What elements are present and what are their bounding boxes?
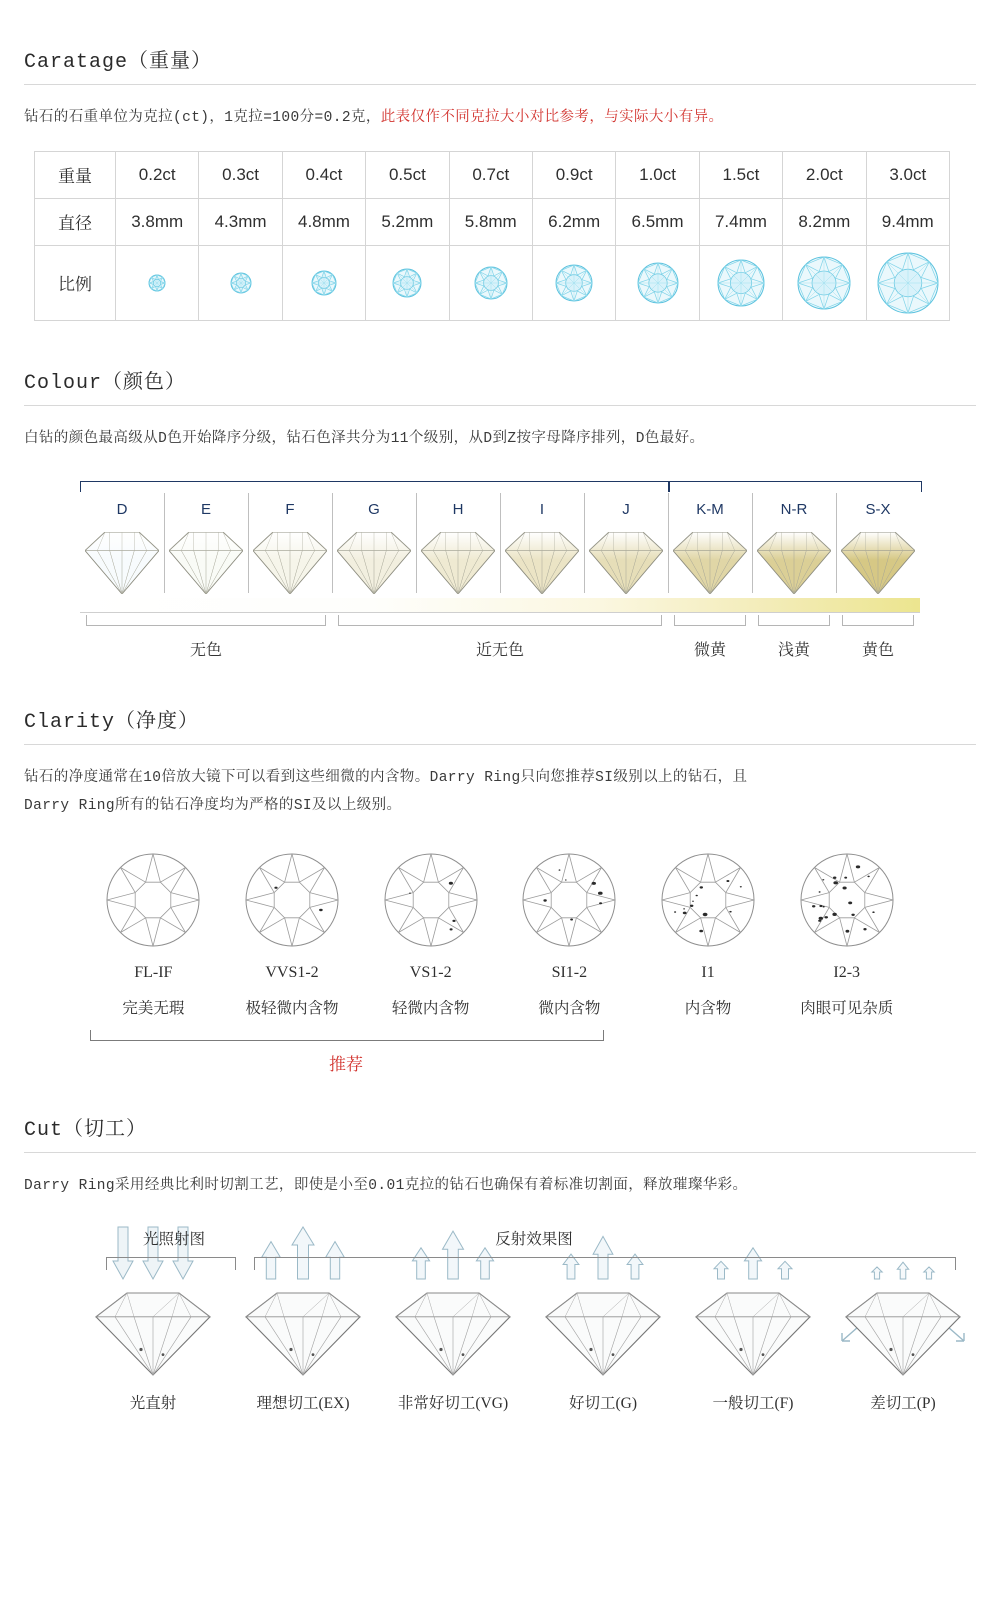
clarity-desc: 轻微内含物 — [391, 1000, 470, 1018]
diamond-side-icon — [416, 522, 500, 594]
colour-grade-label: F — [285, 501, 295, 519]
carat-weight-cell: 2.0ct — [783, 151, 866, 198]
clarity-code: VS1-2 — [409, 964, 452, 982]
clarity-code: I2-3 — [833, 964, 861, 982]
colour-grade-label: K-M — [696, 501, 724, 519]
colour-column-separator — [500, 493, 501, 593]
cut-legend-left: 光照射图 — [142, 1230, 205, 1248]
diamond-icon — [534, 247, 614, 319]
colour-grade-item — [248, 495, 332, 594]
clarity-diamond-icon — [361, 846, 500, 954]
row-header-weight: 重量 — [35, 151, 116, 198]
carat-ratio-cell — [449, 245, 532, 320]
colour-category: 黄色 — [836, 615, 920, 660]
colour-gradient-bar — [80, 598, 920, 613]
diamond-side-icon — [332, 522, 416, 594]
cut-item — [828, 1305, 978, 1413]
section-title-colour: Colour（颜色） — [24, 371, 187, 395]
colour-grade-item — [668, 495, 752, 594]
carat-weight-cell: 1.0ct — [616, 151, 699, 198]
divider-caratage — [24, 84, 976, 85]
diamond-icon — [868, 247, 948, 319]
carat-diameter-cell: 7.4mm — [699, 198, 782, 245]
diamond-side-icon — [248, 522, 332, 594]
carat-ratio-cell — [199, 245, 282, 320]
colour-column-separator — [584, 493, 585, 593]
cut-item — [228, 1305, 378, 1413]
colour-grade-item — [332, 495, 416, 594]
carat-ratio-cell — [532, 245, 615, 320]
caratage-table — [34, 151, 950, 321]
cut-diamond-icon — [678, 1291, 828, 1377]
diamond-icon — [701, 247, 781, 319]
colour-grade-item — [80, 495, 164, 594]
colour-grade-item — [584, 495, 668, 594]
colour-grade-label: D — [116, 501, 128, 519]
carat-ratio-cell — [866, 245, 949, 320]
cut-item — [378, 1305, 528, 1413]
cut-label: 好切工(G) — [568, 1394, 638, 1412]
carat-weight-cell: 0.2ct — [116, 151, 199, 198]
clarity-diamond-icon — [223, 846, 362, 954]
carat-diameter-cell: 4.3mm — [199, 198, 282, 245]
carat-ratio-cell — [699, 245, 782, 320]
diamond-icon — [617, 247, 697, 319]
diamond-side-icon — [80, 522, 164, 594]
caratage-intro-plain: 钻石的石重单位为克拉(ct)，1克拉=100分=0.2克， — [24, 110, 381, 126]
table-row — [35, 198, 950, 245]
colour-column-separator — [164, 493, 165, 593]
clarity-intro-line2: Darry Ring所有的钻石净度均为严格的SI及以上级别。 — [24, 797, 402, 814]
cut-intro: Darry Ring采用经典比利时切割工艺，即使是小至0.01克拉的钻石也确保有着标准切割面，释放璀璨华彩。 — [24, 1178, 748, 1195]
cut-diamond-icon — [228, 1291, 378, 1377]
carat-weight-cell: 0.7ct — [449, 151, 532, 198]
diamond-side-icon — [584, 522, 668, 594]
colour-bracket-tinted — [668, 481, 922, 492]
colour-grade-item — [836, 495, 920, 594]
divider-clarity — [24, 744, 976, 745]
cut-bracket-left — [106, 1257, 236, 1270]
colour-grade-label: H — [452, 501, 464, 519]
diamond-side-icon — [164, 522, 248, 594]
cut-items — [24, 1305, 976, 1413]
colour-category-row — [80, 615, 920, 660]
cut-item — [528, 1305, 678, 1413]
cut-label: 光直射 — [129, 1394, 177, 1412]
clarity-desc: 内含物 — [684, 1000, 732, 1018]
carat-diameter-cell: 5.2mm — [366, 198, 449, 245]
section-caratage — [0, 0, 1000, 321]
carat-weight-cell: 0.5ct — [366, 151, 449, 198]
clarity-item — [223, 846, 362, 1018]
table-row — [35, 245, 950, 320]
caratage-table-wrap — [24, 151, 976, 321]
cut-item — [78, 1305, 228, 1413]
cut-diamond-icon — [78, 1291, 228, 1377]
colour-grade-label: J — [622, 501, 630, 519]
clarity-recommend — [84, 1024, 916, 1082]
colour-grade-item — [500, 495, 584, 594]
colour-category: 微黄 — [668, 615, 752, 660]
carat-diameter-cell: 4.8mm — [282, 198, 365, 245]
colour-grade-label: E — [200, 501, 211, 519]
carat-diameter-cell: 3.8mm — [116, 198, 199, 245]
clarity-code: SI1-2 — [551, 964, 588, 982]
colour-category: 近无色 — [332, 615, 668, 660]
colour-column-separator — [836, 493, 837, 593]
clarity-item — [84, 846, 223, 1018]
colour-intro: 白钻的颜色最高级从D色开始降序分级，钻石色泽共分为11个级别，从D到Z按字母降序排列，D色最好。 — [24, 430, 705, 447]
clarity-desc: 极轻微内含物 — [245, 1000, 339, 1018]
carat-diameter-cell: 6.5mm — [616, 198, 699, 245]
diamond-side-icon — [668, 522, 752, 594]
section-title-caratage: Caratage（重量） — [24, 51, 213, 74]
section-title-cut: Cut（切工） — [24, 1119, 148, 1143]
carat-weight-cell: 1.5ct — [699, 151, 782, 198]
recommend-bracket — [90, 1030, 604, 1041]
colour-category: 无色 — [80, 615, 332, 660]
carat-diameter-cell: 5.8mm — [449, 198, 532, 245]
colour-grade-label: G — [368, 501, 380, 519]
colour-grade-label: N-R — [780, 501, 808, 519]
table-row — [35, 151, 950, 198]
clarity-item — [500, 846, 639, 1018]
carat-weight-cell: 0.3ct — [199, 151, 282, 198]
carat-ratio-cell — [116, 245, 199, 320]
colour-category: 浅黄 — [752, 615, 836, 660]
clarity-item — [639, 846, 778, 1018]
carat-ratio-cell — [366, 245, 449, 320]
diamond-icon — [784, 247, 864, 319]
cut-diamond-icon — [828, 1291, 978, 1377]
clarity-items — [24, 846, 976, 1018]
row-header-diameter: 直径 — [35, 198, 116, 245]
cut-label: 一般切工(F) — [712, 1394, 794, 1412]
carat-weight-cell: 0.4ct — [282, 151, 365, 198]
clarity-diamond-icon — [639, 846, 778, 954]
colour-chart — [24, 481, 976, 660]
cut-item — [678, 1305, 828, 1413]
clarity-code: VVS1-2 — [265, 964, 319, 982]
caratage-intro — [24, 105, 976, 133]
cut-bracket-right — [254, 1257, 956, 1270]
diamond-icon — [367, 247, 447, 319]
cut-label: 非常好切工(VG) — [397, 1394, 509, 1412]
colour-grade-label: I — [539, 501, 545, 519]
carat-ratio-cell — [783, 245, 866, 320]
section-clarity — [0, 660, 1000, 1082]
colour-column-separator — [248, 493, 249, 593]
caratage-intro-note: 此表仅作不同克拉大小对比参考，与实际大小有异。 — [380, 110, 724, 126]
divider-cut — [24, 1152, 976, 1153]
section-cut — [0, 1082, 1000, 1443]
clarity-intro-line1: 钻石的净度通常在10倍放大镜下可以看到这些细微的内含物。Darry Ring只向您推荐SI级别以上的钻石，且 — [24, 770, 748, 787]
colour-column-separator — [332, 493, 333, 593]
carat-diameter-cell: 6.2mm — [532, 198, 615, 245]
cut-diamond-icon — [528, 1291, 678, 1377]
carat-ratio-cell — [616, 245, 699, 320]
carat-weight-cell: 0.9ct — [532, 151, 615, 198]
colour-column-separator — [668, 493, 669, 593]
diamond-side-icon — [500, 522, 584, 594]
diamond-icon — [284, 247, 364, 319]
clarity-code: I1 — [701, 964, 715, 982]
carat-diameter-cell: 8.2mm — [783, 198, 866, 245]
divider-colour — [24, 405, 976, 406]
cut-legend-right: 反射效果图 — [495, 1230, 573, 1248]
colour-grade-item — [164, 495, 248, 594]
clarity-intro — [24, 765, 976, 820]
clarity-diamond-icon — [84, 846, 223, 954]
clarity-diamond-icon — [500, 846, 639, 954]
clarity-item — [361, 846, 500, 1018]
clarity-item — [777, 846, 916, 1018]
colour-top-brackets — [80, 481, 920, 493]
colour-bracket-white — [80, 481, 670, 492]
carat-weight-cell: 3.0ct — [866, 151, 949, 198]
colour-grade-item — [416, 495, 500, 594]
colour-column-separator — [752, 493, 753, 593]
recommend-label: 推荐 — [329, 1055, 363, 1075]
row-header-ratio: 比例 — [35, 245, 116, 320]
colour-grade-label: S-X — [865, 501, 891, 519]
diamond-side-icon — [752, 522, 836, 594]
cut-label: 差切工(P) — [870, 1394, 936, 1412]
clarity-code: FL-IF — [134, 964, 173, 982]
clarity-desc: 完美无瑕 — [122, 1000, 185, 1018]
cut-legend — [84, 1227, 916, 1301]
colour-column-separator — [416, 493, 417, 593]
section-colour — [0, 321, 1000, 661]
diamond-side-icon — [836, 522, 920, 594]
cut-label: 理想切工(EX) — [256, 1394, 350, 1412]
colour-grade-item — [752, 495, 836, 594]
carat-diameter-cell: 9.4mm — [866, 198, 949, 245]
diamond-icon — [451, 247, 531, 319]
diamond-icon — [117, 247, 197, 319]
diamond-icon — [200, 247, 280, 319]
cut-diamond-icon — [378, 1291, 528, 1377]
carat-ratio-cell — [282, 245, 365, 320]
section-title-clarity: Clarity（净度） — [24, 711, 200, 735]
clarity-desc: 肉眼可见杂质 — [800, 1000, 894, 1018]
clarity-diamond-icon — [777, 846, 916, 954]
clarity-desc: 微内含物 — [538, 1000, 601, 1018]
